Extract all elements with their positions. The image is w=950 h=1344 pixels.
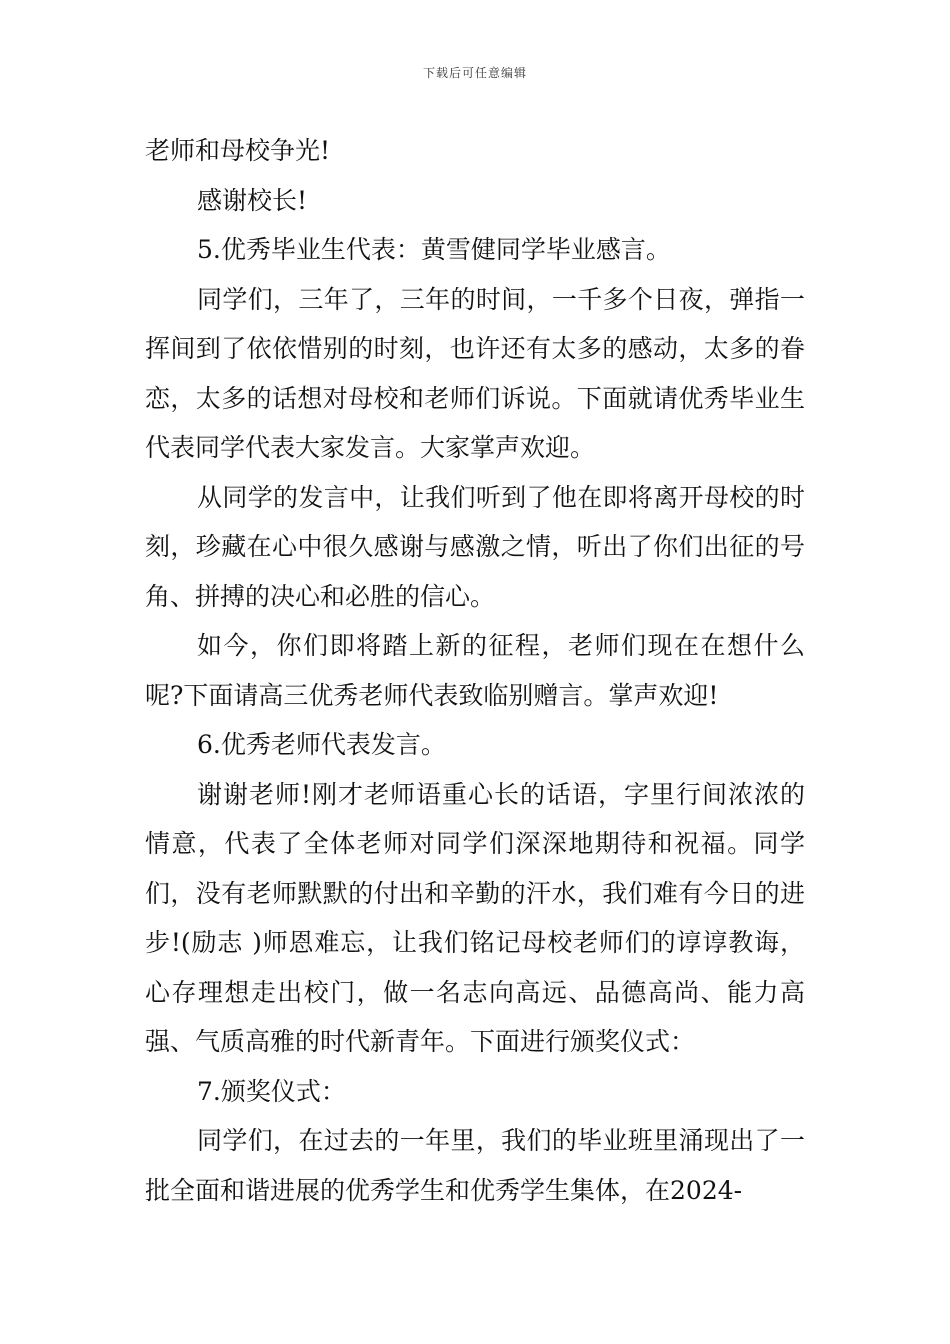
section-heading-7: 7.颁奖仪式： [197,1076,346,1106]
section-heading-5: 5.优秀毕业生代表：黄雪健同学毕业感言。 [197,235,671,264]
page-header-note: 下载后可任意编辑 [422,66,527,80]
paragraph-awards-intro: 同学们，在过去的一年里，我们的毕业班里涌现出了一批全面和谐进展的优秀学生和优秀学生集体，在2024- [145,1126,805,1205]
paragraph-student-intro: 同学们，三年了，三年的时间，一千多个日夜，弹指一挥间到了依依惜别的时刻，也许还有太多的感动，太多的眷恋，太多的话想对母校和老师们诉说。下面就请优秀毕业生代表同学代表大家发言。大家掌声欢迎。 [145,284,805,462]
paragraph-continuation: 老师和母校争光! [145,136,331,165]
paragraph-teacher-intro: 如今，你们即将踏上新的征程，老师们现在在想什么呢?下面请高三优秀老师代表致临别赠言。掌声欢迎! [145,631,805,710]
section-heading-6: 6.优秀老师代表发言。 [197,730,446,759]
document-body [145,126,805,1215]
paragraph-thanks-principal: 感谢校长! [197,185,308,215]
paragraph-student-response: 从同学的发言中，让我们听到了他在即将离开母校的时刻，珍藏在心中很久感谢与感激之情，听出了你们出征的号角、拼搏的决心和必胜的信心。 [145,482,805,611]
paragraph-teacher-response: 谢谢老师!刚才老师语重心长的话语，字里行间浓浓的情意，代表了全体老师对同学们深深地期待和祝福。同学们，没有老师默默的付出和辛勤的汗水，我们难有今日的进步!(励志 )师恩难忘，让我们铭记母校老师们的谆谆教诲，心存理想走出校门，做一名志向高远、品德高尚、能力高强、气质高雅的时代新青年。下面进行颁奖仪式： [145,779,805,1056]
